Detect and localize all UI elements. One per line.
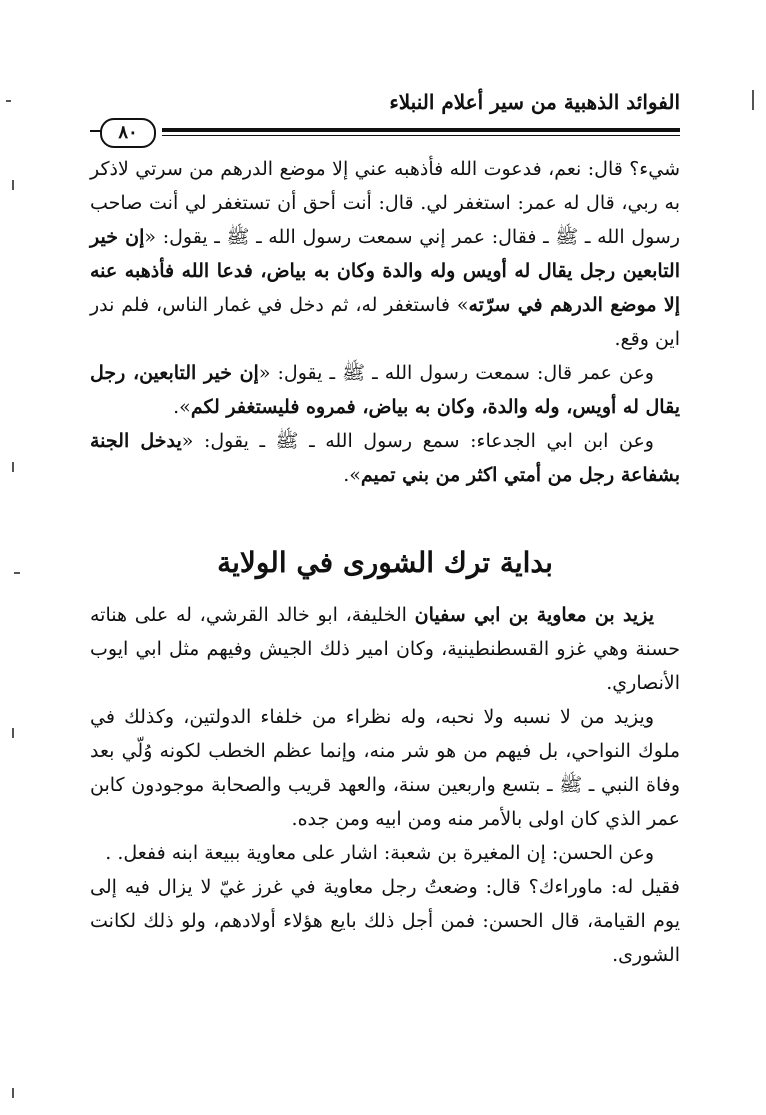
page-number: ٨٠	[100, 118, 156, 148]
paragraph	[90, 598, 680, 700]
header-rule-end	[90, 130, 102, 132]
section-title: بداية ترك الشورى في الولاية	[217, 546, 553, 579]
text-block-top	[90, 152, 680, 492]
paragraph: وعن الحسن: إن المغيرة بن شعبة: اشار على معاوية ببيعة ابنه ففعل. .	[105, 842, 654, 864]
page-header	[90, 90, 680, 150]
paragraph	[90, 356, 680, 424]
header-rule-thick	[162, 128, 680, 132]
hadith-text: إن خير التابعين رجل يقال له أويس وله والدة وكان به بياض، فدعا الله فأذهبه عنه إلا موضع الدرهم في سرّته	[90, 226, 680, 316]
hadith-text: يدخل الجنة بشفاعة رجل من أمتي اكثر من بني تميم	[90, 430, 680, 486]
plain-text: ».	[343, 464, 361, 486]
plain-text: وعن ابن ابي الجدعاء: سمع رسول الله ـ ﷺ ـ يقول: «	[181, 430, 654, 452]
scan-mark	[12, 728, 14, 738]
scan-mark	[752, 90, 754, 110]
running-title: الفوائد الذهبية من سير أعلام النبلاء	[389, 90, 680, 114]
hadith-text: إن خير التابعين، رجل يقال له أويس، وله والدة، وكان به بياض، فمروه فليستغفر لكم	[90, 362, 680, 418]
scan-mark	[12, 462, 14, 472]
paragraph: فقيل له: ماوراءك؟ قال: وضعتُ رجل معاوية في غرز غيّ لا يزال فيه إلى يوم القيامة، قال الحسن: فمن أجل ذلك بايع هؤلاء أولادهم، ولو ذلك لكانت الشورى.	[90, 876, 680, 966]
paragraph	[90, 152, 680, 356]
header-rule-thin	[162, 135, 680, 136]
plain-text: » فاستغفر له، ثم دخل في غمار الناس، فلم ندر اين وقع.	[90, 294, 680, 350]
paragraph	[90, 424, 680, 492]
plain-text: وعن عمر قال: سمعت رسول الله ـ ﷺ ـ يقول: «	[258, 362, 654, 384]
paragraph: ويزيد من لا نسبه ولا نحبه، وله نظراء من خلفاء الدولتين، وكذلك في ملوك النواحي، بل فيهم من هو شر منه، وإنما عظم الخطب لكونه وُلّي بعد وفاة النبي ـ ﷺ ـ بتسع واربعين سنة، والعهد قريب والصحابة موجودون كابن عمر الذي كان اولى بالأمر منه ومن ابيه ومن جده.	[90, 706, 680, 830]
text-block-bottom	[90, 598, 680, 972]
scan-mark	[14, 572, 20, 574]
scan-mark	[12, 180, 14, 190]
plain-text: شيء؟ قال: نعم، فدعوت الله فأذهبه عني إلا موضع الدرهم من سرتي لاذكر به ربي، قال له عمر: استغفر لي. قال: أنت أحق أن تستغفر لي أنت صاحب رسول الله ـ ﷺ ـ فقال: عمر إني سمعت رسول الله ـ ﷺ ـ يقول: «	[90, 158, 681, 248]
plain-text: الخليفة، ابو خالد القرشي، له على هناته حسنة وهي غزو القسطنطينية، وكان امير ذلك الجيش وفيهم مثل ابي ايوب الأنصاري.	[90, 604, 680, 694]
scan-mark	[12, 1088, 14, 1098]
scan-mark	[6, 100, 11, 102]
person-name: يزيد بن معاوية بن ابي سفيان	[414, 604, 654, 626]
plain-text: ».	[173, 396, 191, 418]
